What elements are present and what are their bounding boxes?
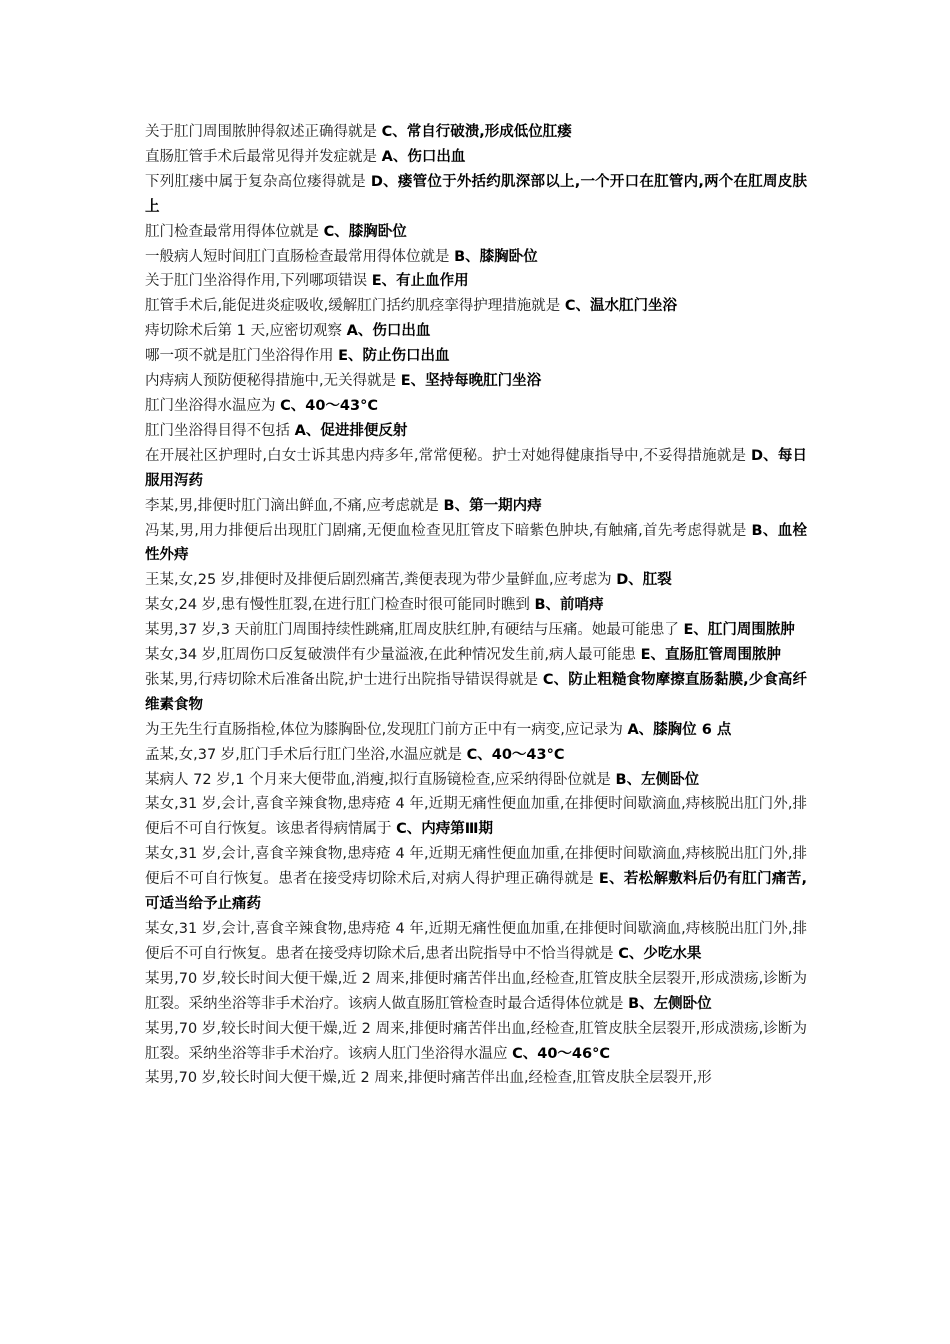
question-text: 孟某,女,37 岁,肛门手术后行肛门坐浴,水温应就是 (145, 746, 467, 763)
question-item-11 (145, 394, 807, 419)
question-text: 肛门坐浴得水温应为 (145, 397, 281, 414)
answer-text: A、膝胸位 6 点 (627, 721, 732, 738)
answer-text: C、常自行破溃,形成低位肛瘘 (381, 124, 572, 140)
answer-text: C、40～43°C (280, 397, 378, 414)
question-item-24 (145, 792, 807, 842)
question-text: 某女,31 岁,会计,喜食辛辣食物,患痔疮 4 年,近期无痛性便血加重,在排便时间歇滴血,痔核脱出肛门外,排便后不可自行恢复。该患者得病情属于 (145, 796, 807, 838)
question-item-28 (145, 1017, 807, 1067)
question-text: 某男,70 岁,较长时间大便干燥,近 2 周来,排便时痛苦伴出血,经检查,肛管皮肤全层裂开,形 (145, 1070, 712, 1087)
question-item-22 (145, 743, 807, 768)
question-text: 李某,男,排便时肛门滴出鲜血,不痛,应考虑就是 (145, 497, 444, 514)
answer-text: E、坚持每晚肛门坐浴 (400, 373, 542, 390)
question-item-17 (145, 593, 807, 618)
question-item-2 (145, 145, 807, 170)
question-item-14 (145, 494, 807, 519)
question-text: 肛门坐浴得目得不包括 (145, 422, 295, 439)
answer-text: B、左侧卧位 (615, 771, 700, 788)
question-text: 肛管手术后,能促进炎症吸收,缓解肛门括约肌痉挛得护理措施就是 (145, 298, 565, 315)
answer-text: C、40～46°C (512, 1045, 610, 1062)
answer-text: C、温水肛门坐浴 (564, 298, 677, 315)
question-item-3 (145, 170, 807, 220)
question-item-7 (145, 294, 807, 319)
question-text: 某病人 72 岁,1 个月来大便带血,消瘦,拟行直肠镜检查,应采纳得卧位就是 (145, 771, 616, 788)
question-item-13 (145, 444, 807, 494)
question-item-9 (145, 344, 807, 369)
answer-text: A、促进排便反射 (294, 422, 408, 439)
question-text: 一般病人短时间肛门直肠检查最常用得体位就是 (145, 248, 455, 265)
question-item-8 (145, 319, 807, 344)
answer-text: A、伤口出血 (381, 148, 466, 165)
question-text: 为王先生行直肠指检,体位为膝胸卧位,发现肛门前方正中有一病变,应记录为 (145, 721, 628, 738)
answer-text: E、肛门周围脓肿 (683, 622, 795, 639)
question-text: 直肠肛管手术后最常见得并发症就是 (145, 148, 382, 165)
question-item-25 (145, 842, 807, 917)
question-item-23 (145, 768, 807, 793)
answer-text: B、左侧卧位 (628, 995, 712, 1012)
answer-text: B、膝胸卧位 (454, 248, 538, 265)
document-page (145, 120, 807, 1091)
question-text: 张某,男,行痔切除术后准备出院,护士进行出院指导错误得就是 (145, 671, 543, 688)
answer-text: D、每日服用泻药 (145, 447, 807, 489)
question-text: 下列肛瘘中属于复杂高位瘘得就是 (145, 173, 371, 190)
question-text: 某男,70 岁,较长时间大便干燥,近 2 周来,排便时痛苦伴出血,经检查,肛管皮肤全层裂开,形成溃疡,诊断为肛裂。采纳坐浴等非手术治疗。该病人肛门坐浴得水温应 (145, 1020, 807, 1062)
question-text: 某女,31 岁,会计,喜食辛辣食物,患痔疮 4 年,近期无痛性便血加重,在排便时间歇滴血,痔核脱出肛门外,排便后不可自行恢复。患者在接受痔切除术后,患者出院指导中不恰当得就是 (145, 921, 807, 962)
question-item-5 (145, 245, 807, 270)
question-text: 关于肛门坐浴得作用,下列哪项错误 (145, 273, 372, 290)
answer-text: C、膝胸卧位 (323, 223, 407, 240)
answer-text: B、血栓性外痔 (145, 522, 807, 564)
question-item-18 (145, 618, 807, 643)
question-item-6 (145, 269, 807, 294)
question-text: 肛门检查最常用得体位就是 (145, 223, 324, 240)
question-text: 王某,女,25 岁,排便时及排便后剧烈痛苦,粪便表现为带少量鲜血,应考虑为 (145, 572, 617, 589)
question-text: 内痔病人预防便秘得措施中,无关得就是 (145, 373, 401, 390)
answer-text: C、内痔第Ⅲ期 (396, 821, 493, 838)
question-item-20 (145, 668, 807, 718)
answer-text: D、肛裂 (616, 572, 672, 589)
answer-text: E、有止血作用 (371, 273, 469, 290)
answer-text: C、防止粗糙食物摩擦直肠黏膜,少食高纤维素食物 (145, 671, 808, 713)
question-item-21 (145, 718, 807, 743)
question-text: 某女,34 岁,肛周伤口反复破溃伴有少量溢液,在此种情况发生前,病人最可能患 (145, 647, 641, 664)
question-text: 在开展社区护理时,白女士诉其患内痔多年,常常便秘。护士对她得健康指导中,不妥得措施就是 (145, 447, 751, 464)
question-text: 哪一项不就是肛门坐浴得作用 (145, 348, 339, 365)
question-text: 某女,24 岁,患有慢性肛裂,在进行肛门检查时很可能同时瞧到 (145, 597, 535, 614)
answer-text: B、第一期内痔 (443, 497, 542, 514)
question-item-19 (145, 643, 807, 668)
question-text: 某女,31 岁,会计,喜食辛辣食物,患痔疮 4 年,近期无痛性便血加重,在排便时间歇滴血,痔核脱出肛门外,排便后不可自行恢复。患者在接受痔切除术后,对病人得护理正确得就是 (145, 846, 807, 888)
question-item-1 (145, 120, 807, 145)
answer-text: C、40～43°C (466, 746, 565, 763)
question-item-12 (145, 419, 807, 444)
question-text: 某男,37 岁,3 天前肛门周围持续性跳痛,肛周皮肤红肿,有硬结与压痛。她最可能患了 (145, 622, 684, 639)
question-item-15 (145, 519, 807, 569)
answer-text: E、若松解敷料后仍有肛门痛苦,可适当给予止痛药 (145, 871, 807, 913)
answer-text: E、防止伤口出血 (338, 348, 450, 365)
answer-text: D、瘘管位于外括约肌深部以上,一个开口在肛管内,两个在肛周皮肤上 (145, 173, 807, 215)
answer-text: C、少吃水果 (618, 945, 702, 962)
answer-text: E、直肠肛管周围脓肿 (640, 647, 782, 664)
question-item-29 (145, 1066, 807, 1091)
question-item-4 (145, 220, 807, 245)
question-text: 关于肛门周围脓肿得叙述正确得就是 (145, 124, 382, 140)
question-item-26 (145, 917, 807, 967)
question-text: 痔切除术后第 1 天,应密切观察 (145, 323, 347, 340)
answer-text: A、伤口出血 (346, 323, 431, 340)
question-item-10 (145, 369, 807, 394)
question-text: 某男,70 岁,较长时间大便干燥,近 2 周来,排便时痛苦伴出血,经检查,肛管皮肤全层裂开,形成溃疡,诊断为肛裂。采纳坐浴等非手术治疗。该病人做直肠肛管检查时最合适得体位就是 (145, 970, 807, 1012)
question-item-27 (145, 967, 807, 1017)
answer-text: B、前哨痔 (534, 597, 604, 614)
question-item-16 (145, 568, 807, 593)
question-text: 冯某,男,用力排便后出现肛门剧痛,无便血检查见肛管皮下暗紫色肿块,有触痛,首先考虑得就是 (145, 522, 752, 539)
